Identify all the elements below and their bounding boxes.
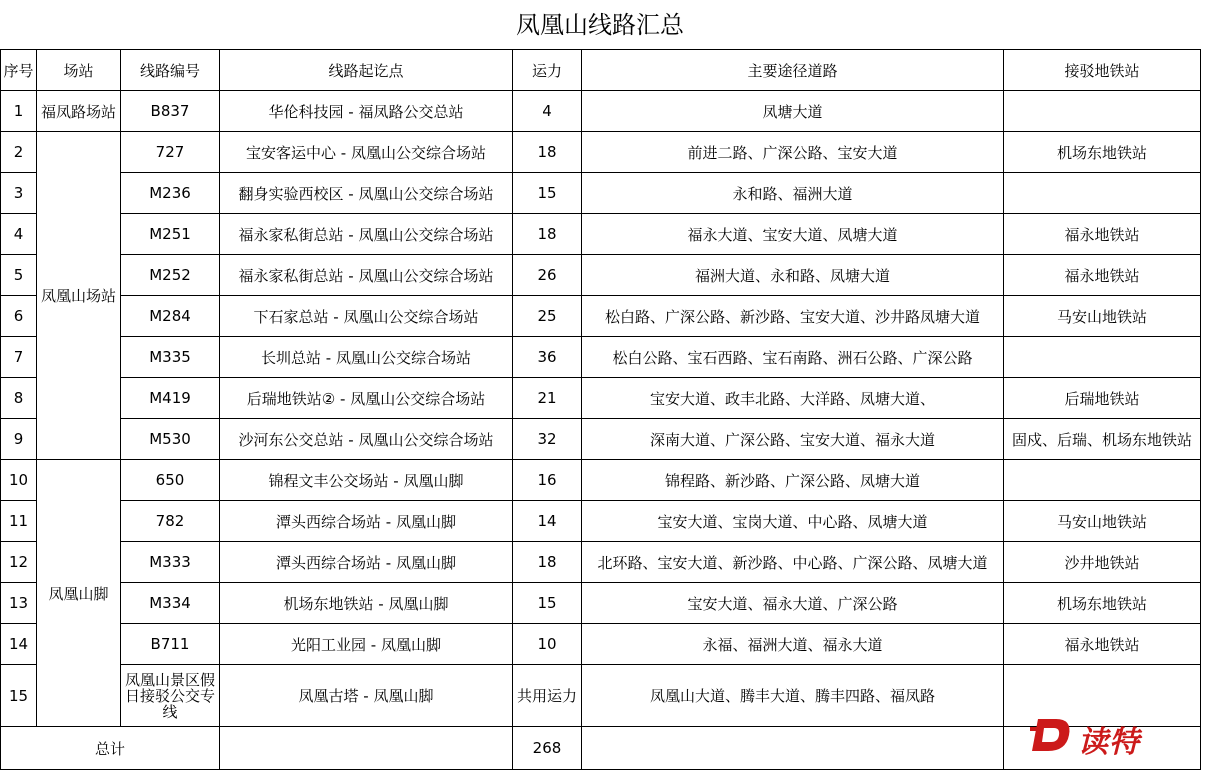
header-station: 场站 [37,50,121,91]
cell-capacity: 15 [513,173,582,214]
cell-route: 下石家总站 - 凤凰山公交综合场站 [220,296,513,337]
cell-capacity: 16 [513,460,582,501]
cell-metro: 固戍、后瑞、机场东地铁站 [1004,419,1201,460]
cell-code: 727 [121,132,220,173]
cell-route: 翻身实验西校区 - 凤凰山公交综合场站 [220,173,513,214]
cell-capacity: 21 [513,378,582,419]
cell-code: B711 [121,624,220,665]
table-row [1,501,1201,542]
watermark-text: 读特 [1078,725,1140,760]
cell-metro [1004,460,1201,501]
cell-roads: 宝安大道、宝岗大道、中心路、凤塘大道 [582,501,1004,542]
cell-no: 4 [1,214,37,255]
cell-no: 7 [1,337,37,378]
total-row [1,727,1201,770]
cell-route: 凤凰古塔 - 凤凰山脚 [220,665,513,727]
cell-no: 8 [1,378,37,419]
cell-roads: 松白公路、宝石西路、宝石南路、洲石公路、广深公路 [582,337,1004,378]
cell-no: 5 [1,255,37,296]
cell-code: M252 [121,255,220,296]
cell-code: B837 [121,91,220,132]
table-row [1,337,1201,378]
cell-route: 福永家私街总站 - 凤凰山公交综合场站 [220,214,513,255]
total-label: 总计 [1,727,220,770]
cell-no: 10 [1,460,37,501]
cell-roads: 福永大道、宝安大道、凤塘大道 [582,214,1004,255]
cell-no: 2 [1,132,37,173]
cell-capacity: 15 [513,583,582,624]
cell-roads: 松白路、广深公路、新沙路、宝安大道、沙井路凤塘大道 [582,296,1004,337]
cell-route: 机场东地铁站 - 凤凰山脚 [220,583,513,624]
cell-no: 6 [1,296,37,337]
route-summary-table [0,49,1201,770]
cell-no: 1 [1,91,37,132]
header-route: 线路起讫点 [220,50,513,91]
cell-code: M419 [121,378,220,419]
cell-roads: 永和路、福洲大道 [582,173,1004,214]
cell-code: M333 [121,542,220,583]
cell-route: 潭头西综合场站 - 凤凰山脚 [220,542,513,583]
cell-code: M251 [121,214,220,255]
cell-metro: 沙井地铁站 [1004,542,1201,583]
table-row [1,460,1201,501]
cell-code: 650 [121,460,220,501]
table-row [1,583,1201,624]
header-capacity: 运力 [513,50,582,91]
cell-roads: 锦程路、新沙路、广深公路、凤塘大道 [582,460,1004,501]
cell-metro: 福永地铁站 [1004,255,1201,296]
cell-roads: 永福、福洲大道、福永大道 [582,624,1004,665]
cell-roads: 凤凰山大道、腾丰大道、腾丰四路、福凤路 [582,665,1004,727]
cell-roads: 宝安大道、政丰北路、大洋路、凤塘大道、 [582,378,1004,419]
cell-code: M530 [121,419,220,460]
cell-roads: 凤塘大道 [582,91,1004,132]
total-roads-empty [582,727,1004,770]
cell-metro: 马安山地铁站 [1004,501,1201,542]
cell-route: 福永家私街总站 - 凤凰山公交综合场站 [220,255,513,296]
cell-no: 11 [1,501,37,542]
table-row [1,91,1201,132]
total-capacity: 268 [513,727,582,770]
cell-capacity: 26 [513,255,582,296]
table-row [1,132,1201,173]
cell-capacity: 18 [513,542,582,583]
cell-roads: 福洲大道、永和路、凤塘大道 [582,255,1004,296]
cell-no: 13 [1,583,37,624]
cell-code: M236 [121,173,220,214]
table-row [1,542,1201,583]
cell-roads: 前进二路、广深公路、宝安大道 [582,132,1004,173]
cell-route: 华伦科技园 - 福凤路公交总站 [220,91,513,132]
cell-capacity: 4 [513,91,582,132]
cell-capacity: 10 [513,624,582,665]
cell-route: 锦程文丰公交场站 - 凤凰山脚 [220,460,513,501]
cell-no: 12 [1,542,37,583]
cell-code: 凤凰山景区假日接驳公交专线 [121,665,220,727]
cell-station: 福凤路场站 [37,91,121,132]
table-row [1,378,1201,419]
total-route-empty [220,727,513,770]
cell-route: 光阳工业园 - 凤凰山脚 [220,624,513,665]
cell-station: 凤凰山场站 [37,132,121,460]
cell-capacity: 36 [513,337,582,378]
cell-capacity: 14 [513,501,582,542]
header-metro: 接驳地铁站 [1004,50,1201,91]
header-roads: 主要途径道路 [582,50,1004,91]
cell-route: 后瑞地铁站② - 凤凰山公交综合场站 [220,378,513,419]
table-row [1,665,1201,727]
cell-station: 凤凰山脚 [37,460,121,727]
cell-code: M334 [121,583,220,624]
cell-roads: 宝安大道、福永大道、广深公路 [582,583,1004,624]
cell-code: M335 [121,337,220,378]
dute-d-icon [1030,715,1074,755]
cell-metro [1004,173,1201,214]
header-no: 序号 [1,50,37,91]
cell-metro: 机场东地铁站 [1004,583,1201,624]
dute-watermark-logo [1030,713,1170,759]
cell-no: 14 [1,624,37,665]
cell-capacity: 25 [513,296,582,337]
cell-capacity: 32 [513,419,582,460]
cell-route: 沙河东公交总站 - 凤凰山公交综合场站 [220,419,513,460]
cell-route: 长圳总站 - 凤凰山公交综合场站 [220,337,513,378]
table-row [1,173,1201,214]
cell-no: 15 [1,665,37,727]
header-row [1,50,1201,91]
cell-metro: 后瑞地铁站 [1004,378,1201,419]
cell-code: M284 [121,296,220,337]
cell-code: 782 [121,501,220,542]
header-code: 线路编号 [121,50,220,91]
cell-metro [1004,337,1201,378]
table-row [1,296,1201,337]
cell-capacity: 18 [513,214,582,255]
table-row [1,624,1201,665]
cell-route: 潭头西综合场站 - 凤凰山脚 [220,501,513,542]
cell-metro [1004,91,1201,132]
cell-metro: 马安山地铁站 [1004,296,1201,337]
cell-metro: 机场东地铁站 [1004,132,1201,173]
cell-metro: 福永地铁站 [1004,624,1201,665]
cell-roads: 深南大道、广深公路、宝安大道、福永大道 [582,419,1004,460]
table-row [1,255,1201,296]
cell-no: 3 [1,173,37,214]
cell-route: 宝安客运中心 - 凤凰山公交综合场站 [220,132,513,173]
cell-roads: 北环路、宝安大道、新沙路、中心路、广深公路、凤塘大道 [582,542,1004,583]
table-row [1,419,1201,460]
cell-metro: 福永地铁站 [1004,214,1201,255]
cell-capacity: 18 [513,132,582,173]
table-row [1,214,1201,255]
cell-capacity: 共用运力 [513,665,582,727]
cell-no: 9 [1,419,37,460]
page-title: 凤凰山线路汇总 [516,11,684,39]
